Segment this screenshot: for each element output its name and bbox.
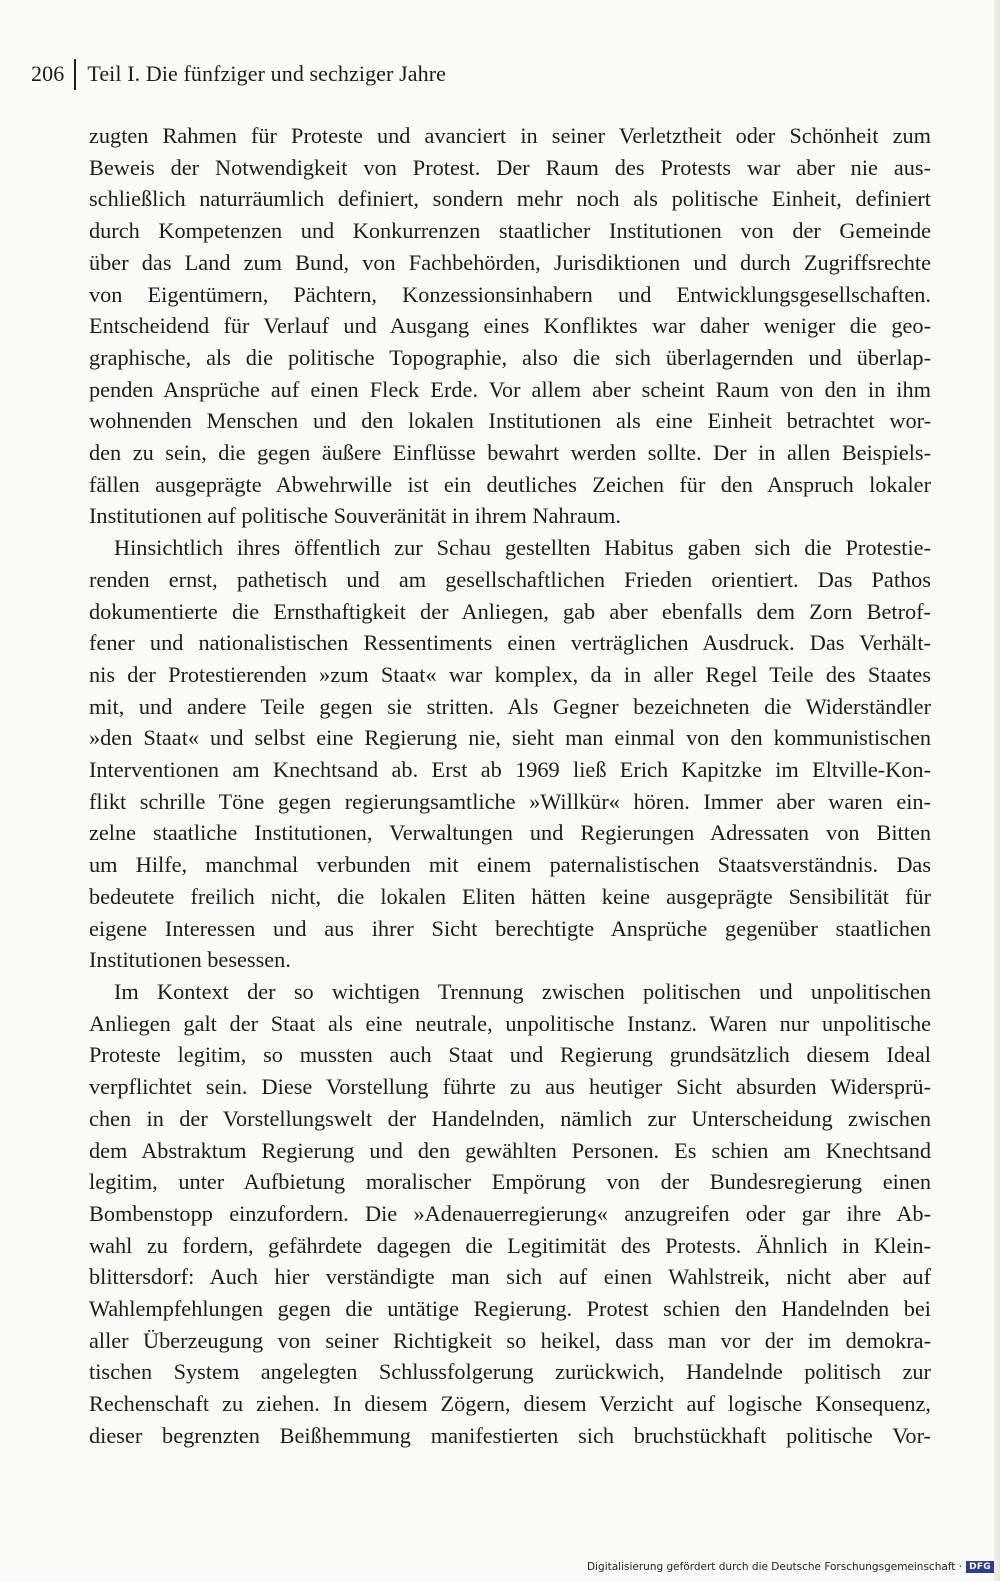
text-line: Beweis der Notwendigkeit von Protest. Der Raum des Protests war aber nie aus- (89, 154, 931, 180)
header-divider (74, 59, 76, 90)
text-line: Entscheidend für Verlauf und Ausgang eines Konfliktes war daher weniger die geo- (89, 313, 931, 339)
paragraph (89, 976, 931, 1452)
digitization-credit (587, 1561, 994, 1573)
text-line: schließlich naturräumlich definiert, sondern mehr noch als politische Einheit, definiert (89, 186, 931, 212)
text-line: renden ernst, pathetisch und am gesellschaftlichen Frieden orientiert. Das Pathos (89, 566, 931, 592)
text-line: flikt schrille Töne gegen regierungsamtliche »Willkür« hören. Immer aber waren ein- (89, 788, 931, 814)
text-line: Proteste legitim, so mussten auch Staat und Regierung grundsätzlich diesem Ideal (89, 1042, 931, 1068)
text-line: legitim, unter Aufbietung moralischer Empörung von der Bundesregierung einen (89, 1169, 931, 1195)
text-line: Rechenschaft zu ziehen. In diesem Zögern, diesem Verzicht auf logische Konsequenz, (89, 1391, 931, 1417)
text-line: wahl zu fordern, gefährdete dagegen die Legitimität des Protests. Ähnlich in Klein- (89, 1232, 931, 1258)
text-line: dokumentierte die Ernsthaftigkeit der Anliegen, gab aber ebenfalls dem Zorn Betrof- (89, 598, 931, 624)
text-line: Bombenstopp einzufordern. Die »Adenauerregierung« anzugreifen oder gar ihre Ab- (89, 1200, 931, 1226)
text-line: tischen System angelegten Schlussfolgerung zurückwich, Handelnde politisch zur (89, 1359, 931, 1385)
paragraph (89, 120, 931, 532)
text-line: Anliegen galt der Staat als eine neutrale, unpolitische Instanz. Waren nur unpolitische (89, 1010, 931, 1036)
text-line: Im Kontext der so wichtigen Trennung zwischen politischen und unpolitischen (114, 978, 931, 1004)
text-line: chen in der Vorstellungswelt der Handelnden, nämlich zur Unterscheidung zwischen (89, 1105, 931, 1131)
dfg-logo: DFG (966, 1561, 994, 1573)
text-line: durch Kompetenzen und Konkurrenzen staatlicher Institutionen von der Gemeinde (89, 218, 931, 244)
page-edge (994, 0, 1000, 1581)
page-number: 206 (31, 61, 65, 86)
text-line: verpflichtet sein. Diese Vorstellung führte zu aus heutiger Sicht absurden Widersprü- (89, 1074, 931, 1100)
running-title: Teil I. Die fünfziger und sechziger Jahre (87, 61, 446, 86)
credit-text: Digitalisierung gefördert durch die Deutsche Forschungsgemeinschaft · (587, 1561, 963, 1573)
text-line: graphische, als die politische Topographie, also die sich überlagernden und überlap- (89, 344, 931, 370)
paragraph (89, 532, 931, 976)
text-line: »den Staat« und selbst eine Regierung nie, sieht man einmal von den kommunistischen (89, 725, 931, 751)
text-line: blittersdorf: Auch hier verständigte man sich auf einen Wahlstreik, nicht aber auf (89, 1264, 931, 1290)
text-line: Wahlempfehlungen gegen die untätige Regierung. Protest schien den Handelnden bei (89, 1296, 931, 1322)
text-line: zugten Rahmen für Proteste und avanciert in seiner Verletztheit oder Schönheit zum (89, 123, 931, 148)
text-line: Hinsichtlich ihres öffentlich zur Schau gestellten Habitus gaben sich die Protestie- (114, 535, 931, 561)
text-line: dem Abstraktum Regierung und den gewählten Personen. Es schien am Knechtsand (89, 1137, 931, 1163)
text-line: über das Land zum Bund, von Fachbehörden, Jurisdiktionen und durch Zugriffsrechte (89, 249, 931, 275)
text-line: eigene Interessen und aus ihrer Sicht berechtigte Ansprüche gegenüber staatlichen (89, 915, 931, 941)
text-line: zelne staatliche Institutionen, Verwaltungen und Regierungen Adressaten von Bitten (89, 820, 931, 846)
text-line: fener und nationalistischen Ressentiments einen verträglichen Ausdruck. Das Verhält- (89, 630, 931, 656)
text-line: bedeutete freilich nicht, die lokalen Eliten hätten keine ausgeprägte Sensibilität für (89, 883, 931, 909)
text-line: dieser begrenzten Beißhemmung manifestierten sich bruchstückhaft politische Vor- (89, 1422, 931, 1448)
text-line: mit, und andere Teile gegen sie stritten. Als Gegner bezeichneten die Widerständler (89, 693, 931, 719)
text-line: nis der Protestierenden »zum Staat« war komplex, da in aller Regel Teile des Staates (89, 661, 931, 687)
body-text (89, 120, 931, 1452)
running-head (31, 58, 446, 90)
text-line: Institutionen besessen. (89, 947, 291, 973)
text-line: um Hilfe, manchmal verbunden mit einem paternalistischen Staatsverständnis. Das (89, 852, 931, 878)
text-line: den zu sein, die gegen äußere Einflüsse bewahrt werden sollte. Der in allen Beispiels- (89, 440, 931, 466)
text-line: wohnenden Menschen und den lokalen Institutionen als eine Einheit betrachtet wor- (89, 408, 931, 434)
text-line: aller Überzeugung von seiner Richtigkeit so heikel, dass man vor der im demokra- (89, 1327, 931, 1353)
text-line: von Eigentümern, Pächtern, Konzessionsinhabern und Entwicklungsgesellschaften. (89, 281, 931, 307)
text-line: fällen ausgeprägte Abwehrwille ist ein deutliches Zeichen für den Anspruch lokaler (89, 471, 931, 497)
text-line: Institutionen auf politische Souveränität in ihrem Nahraum. (89, 503, 621, 529)
text-line: penden Ansprüche auf einen Fleck Erde. Vor allem aber scheint Raum von den in ihm (89, 376, 931, 402)
text-line: Interventionen am Knechtsand ab. Erst ab 1969 ließ Erich Kapitzke im Eltville-Kon- (89, 757, 931, 783)
